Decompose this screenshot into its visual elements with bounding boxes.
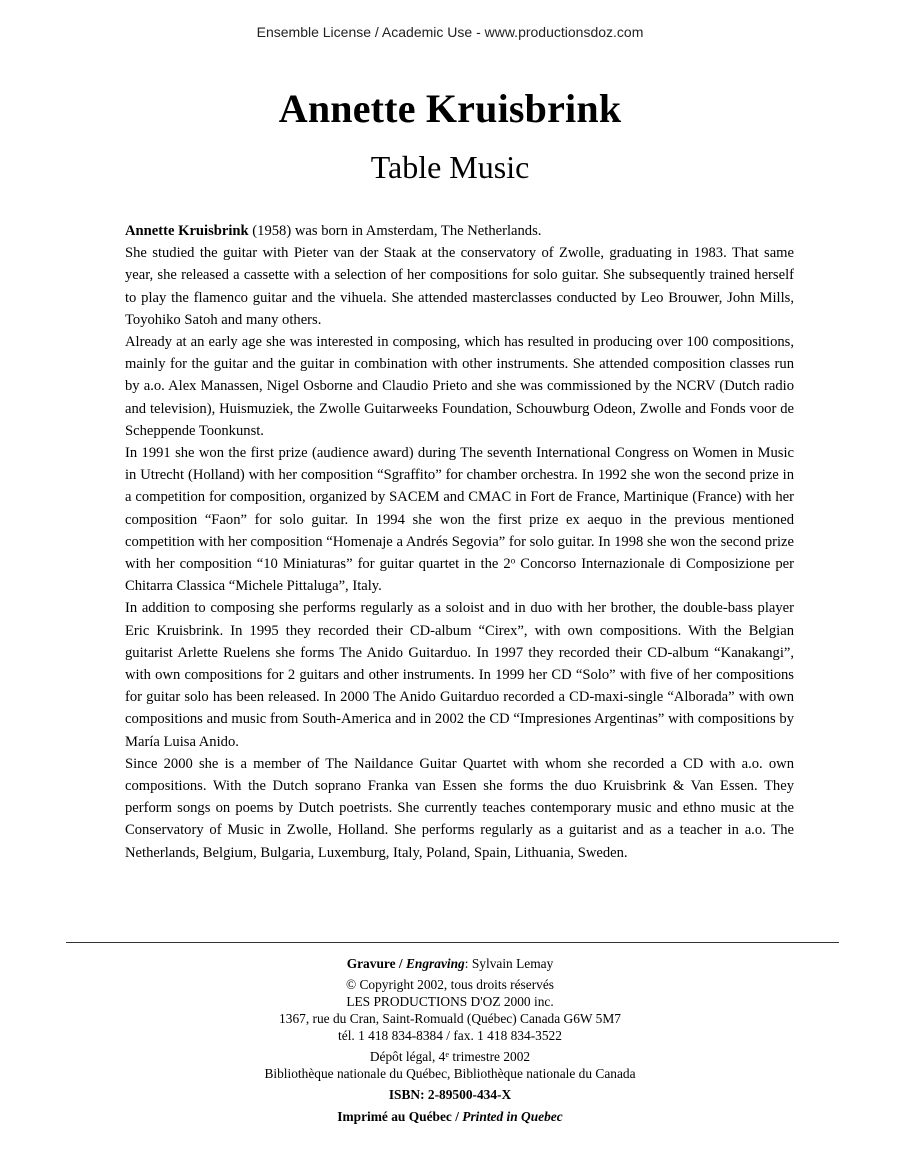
bio-composer-name: Annette Kruisbrink bbox=[125, 223, 249, 239]
bio-awards-text-end: Concorso Internazionale di Composizione per Chitarra Classica “Michele Pittaluga”, Italy. bbox=[125, 556, 794, 595]
ordinal-superscript: o bbox=[510, 555, 516, 566]
engraver-name: : Sylvain Lemay bbox=[464, 956, 554, 971]
bio-awards-text: In 1991 she won the first prize (audience award) during The seventh International Congress on Women in Music in Utrecht (Holland) with her composition “Sgraffito” for chamber orchestra. In 1992 she won the second prize in a competition for composition, organized by SACEM and CMAC in Fort de France, Martinique (France) with her composition “Faon” for solo guitar. In 1994 she won the first prize ex aequo in the previous mentioned competition with her composition “Homenaje a Andrés Segovia” for solo guitar. In 1998 she won the second prize with her composition “10 Miniaturas” for guitar quartet in the 2 bbox=[125, 445, 794, 573]
copyright-line: © Copyright 2002, tous droits réservés bbox=[345, 977, 555, 992]
printed-in-en: Printed in Quebec bbox=[462, 1109, 563, 1124]
composer-biography bbox=[125, 220, 794, 864]
bio-paragraph: Since 2000 she is a member of The Naildance Guitar Quartet with whom she recorded a CD with a.o. own compositions. With the Dutch soprano Franka van Essen she forms the duo Kruisbrink & Van Essen. They perform songs on poems by Dutch poetrists. She currently teaches contemporary music and ethno music at the Conservatory of Music in Zwolle, Holland. She performs regularly as a guitarist and as a teacher in a.o. The Netherlands, Belgium, Bulgaria, Luxemburg, Italy, Poland, Spain, Lithuania, Sweden. bbox=[125, 755, 794, 861]
bio-paragraph bbox=[125, 442, 794, 597]
piece-title: Table Music bbox=[370, 149, 530, 185]
isbn-text: ISBN: 2-89500-434-X bbox=[388, 1087, 512, 1102]
printed-in bbox=[0, 1108, 900, 1125]
bio-paragraph: She studied the guitar with Pieter van der Staak at the conservatory of Zwolle, graduating in 1983. That same year, she released a cassette with a selection of her compositions for solo guitar. She subsequently trained herself to play the flamenco guitar and the vihuela. She attended masterclasses conducted by Leo Brouwer, John Mills, Toyohiko Satoh and many others. bbox=[125, 245, 794, 328]
publisher-phone: tél. 1 418 834-8384 / fax. 1 418 834-3522 bbox=[338, 1028, 562, 1043]
bio-paragraph: Already at an early age she was interested in composing, which has resulted in producing over 100 compositions, mainly for the guitar and the guitar in combination with other instruments. She attended composition classes run by a.o. Alex Manassen, Nigel Osborne and Claudio Prieto and she was commissioned by the NCRV (Dutch radio and television), Huismuziek, the Zwolle Guitarweeks Foundation, Schouwburg Odeon, Zwolle and Fonds voor de Scheppende Toonkunst. bbox=[125, 334, 794, 439]
license-header: Ensemble License / Academic Use - www.productionsdoz.com bbox=[256, 24, 644, 40]
engraving-credit bbox=[0, 955, 900, 972]
bio-paragraph bbox=[125, 220, 794, 242]
printed-in-fr: Imprimé au Québec / bbox=[337, 1109, 463, 1124]
isbn bbox=[0, 1086, 900, 1103]
legal-deposit-year: trimestre 2002 bbox=[449, 1049, 531, 1064]
legal-deposit bbox=[0, 1048, 900, 1065]
bio-birth-text: (1958) was born in Amsterdam, The Netherlands. bbox=[248, 223, 542, 239]
colophon bbox=[0, 955, 900, 1125]
ordinal-superscript: e bbox=[445, 1049, 450, 1059]
libraries-line: Bibliothèque nationale du Québec, Bibliothèque nationale du Canada bbox=[264, 1066, 636, 1081]
publisher-name: LES PRODUCTIONS D'OZ 2000 inc. bbox=[346, 994, 554, 1009]
engraving-label-en: Engraving bbox=[405, 956, 465, 971]
composer-name: Annette Kruisbrink bbox=[278, 86, 622, 131]
divider-line bbox=[66, 942, 839, 943]
engraving-label-fr: Gravure / bbox=[346, 956, 406, 971]
publisher-address: 1367, rue du Cran, Saint-Romuald (Québec) Canada G6W 5M7 bbox=[279, 1011, 621, 1026]
bio-paragraph: In addition to composing she performs regularly as a soloist and in duo with her brother, the double-bass player Eric Kruisbrink. In 1995 they recorded their CD-album “Cirex”, with own compositions. With the Belgian guitarist Arlette Ruelens she forms The Anido Guitarduo. In 1997 they recorded their CD-album “Kanakangi”, with own compositions for 2 guitars and other instruments. In 1999 her CD “Solo” with five of her compositions for guitar solo has been released. In 2000 The Anido Guitarduo recorded a CD-maxi-single “Alborada” with own compositions and music from South-America and in 2002 the CD “Impresiones Argentinas” with compositions by María Luisa Anido. bbox=[125, 600, 794, 750]
legal-deposit-text: Dépôt légal, 4 bbox=[369, 1049, 446, 1064]
